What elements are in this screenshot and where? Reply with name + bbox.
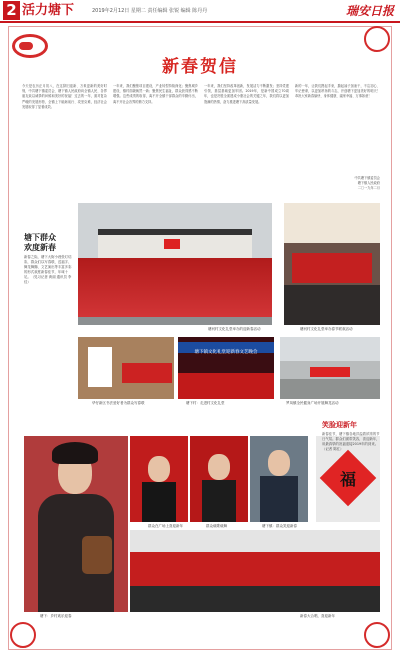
issue-date: 2019年2月12日 bbox=[92, 8, 130, 14]
article-paragraph: 一年来，我们聚焦项目建设，产业转型持续深化；聚焦城乡建设，镇村面貌焕然一新；聚焦民生福祉，群众获得感不断增强。这些成绩的取得，离不开全镇干部群众的辛勤付出，离不开社会各界的鼎力支持。 bbox=[113, 84, 198, 104]
signature-line: 中共塘下镇委员会 bbox=[354, 176, 380, 180]
photo-woman-red-background bbox=[190, 436, 248, 522]
photo-caption: 新春大合唱，喜迎新年 bbox=[300, 614, 335, 618]
photo-stage-performance bbox=[178, 337, 274, 399]
issue-weekday: 星期二 bbox=[130, 8, 146, 14]
sidebar-body: 新春之际，塘下大街小巷张灯结彩，群众们以写春联、送福字、舞龙舞狮、文艺演出等丰富多彩的形式欢度新春佳节，年味十足。（见习记者 黄丽 通讯员 李佳） bbox=[24, 255, 72, 284]
photo-caption: 群众载歌载舞 bbox=[206, 524, 227, 528]
photo-square-dance bbox=[280, 337, 380, 399]
sidebar-body: 新春佳节，塘下镇各地洋溢着浓浓的节日气氛。群众们面带笑容，喜迎新年，用最真挚的祝福迎接2019年的到来。（记者 陈红） bbox=[322, 432, 380, 451]
signature-line: 塘下镇人民政府 bbox=[357, 181, 380, 185]
photo-woman-gesture bbox=[130, 436, 188, 522]
newspaper-logo: 瑞安日报 bbox=[345, 4, 394, 18]
photo-caption: 塘下村：走进村文化礼堂 bbox=[186, 401, 225, 405]
corner-ornament-icon bbox=[364, 26, 390, 52]
layout-editor: 编辑 陈丹丹 bbox=[180, 8, 208, 14]
photo-caption: 塘河村文化礼堂举办春节联欢活动 bbox=[300, 327, 353, 331]
photo-caption: 罗凤镇全民健身广场开展舞龙活动 bbox=[286, 401, 339, 405]
page-number: 2 bbox=[3, 1, 20, 20]
photo-calligraphy bbox=[78, 337, 174, 399]
page-header bbox=[0, 0, 400, 22]
responsible-editor: 责任编辑 张锐 bbox=[147, 8, 180, 14]
photo-caption: 华仔新区书法爱好者为群众写春联 bbox=[92, 401, 145, 405]
photo-caption: 群众在广场上喜迎新年 bbox=[148, 524, 183, 528]
photo-woman-smiling bbox=[24, 436, 128, 612]
photo-group-choir bbox=[130, 530, 380, 612]
photo-caption: 塘下镇：群众笑迎新春 bbox=[262, 524, 297, 528]
sidebar-heading: 笑脸迎新年 bbox=[322, 421, 357, 429]
photo-cultural-hall bbox=[78, 203, 272, 325]
fu-character: 福 bbox=[339, 469, 356, 489]
corner-ornament-icon bbox=[364, 622, 390, 648]
article-paragraph: 新的一年，让我们携起手来，撸起袖子加油干，不忘初心、牢记使命，以更加昂扬的斗志，开创塘下更加美好的明天！恭祝大家新春愉快、身体健康、阖家幸福、万事如意！ bbox=[295, 84, 380, 99]
fu-diamond-icon bbox=[320, 450, 377, 507]
photo-couplet-writing bbox=[284, 203, 380, 325]
photo-man-gesture bbox=[250, 436, 308, 522]
header-rule bbox=[0, 21, 400, 23]
section-title: 活力塘下 bbox=[22, 3, 75, 18]
article-signature bbox=[290, 176, 380, 191]
article-title: 新春贺信 bbox=[162, 57, 238, 77]
issue-info bbox=[92, 7, 207, 14]
article-paragraph: 今天是农历正月初八，在这辞旧迎新、万象更新的美好时刻，中共塘下镇委员会、塘下镇人民政府向全镇人民、各界朋友致以诚挚的问候和美好的祝福！过去的一年，面对复杂严峻的发展形势，全镇上下砥砺前行、攻坚克难，经济社会发展取得了显著成效。 bbox=[22, 84, 107, 109]
photo-caption: 塘河村文化礼堂举办的迎新春活动 bbox=[208, 327, 261, 331]
corner-ornament-icon bbox=[10, 622, 36, 648]
sidebar-heading: 塘下群众 欢度新春 bbox=[24, 233, 56, 252]
stage-banner-text: 塘下镇文化礼堂迎新春文艺晚会 bbox=[194, 350, 258, 355]
signature-line: 二〇一九年二月 bbox=[357, 186, 380, 190]
sidebar-story-bottom bbox=[322, 420, 380, 452]
photo-caption: 塘下：乡村欢乐迎春 bbox=[40, 614, 72, 618]
sidebar-story-top bbox=[24, 233, 74, 285]
article-paragraph: 一年来，我们坚持改革创新，发展活力不断激发；坚持党建引领，基层基础更加牢固。2019年，是新中国成立70周年，也是决胜全面建成小康社会的关键之年，我们将以更加饱满的热情，奋力推进塘下高质量发展。 bbox=[204, 84, 289, 104]
